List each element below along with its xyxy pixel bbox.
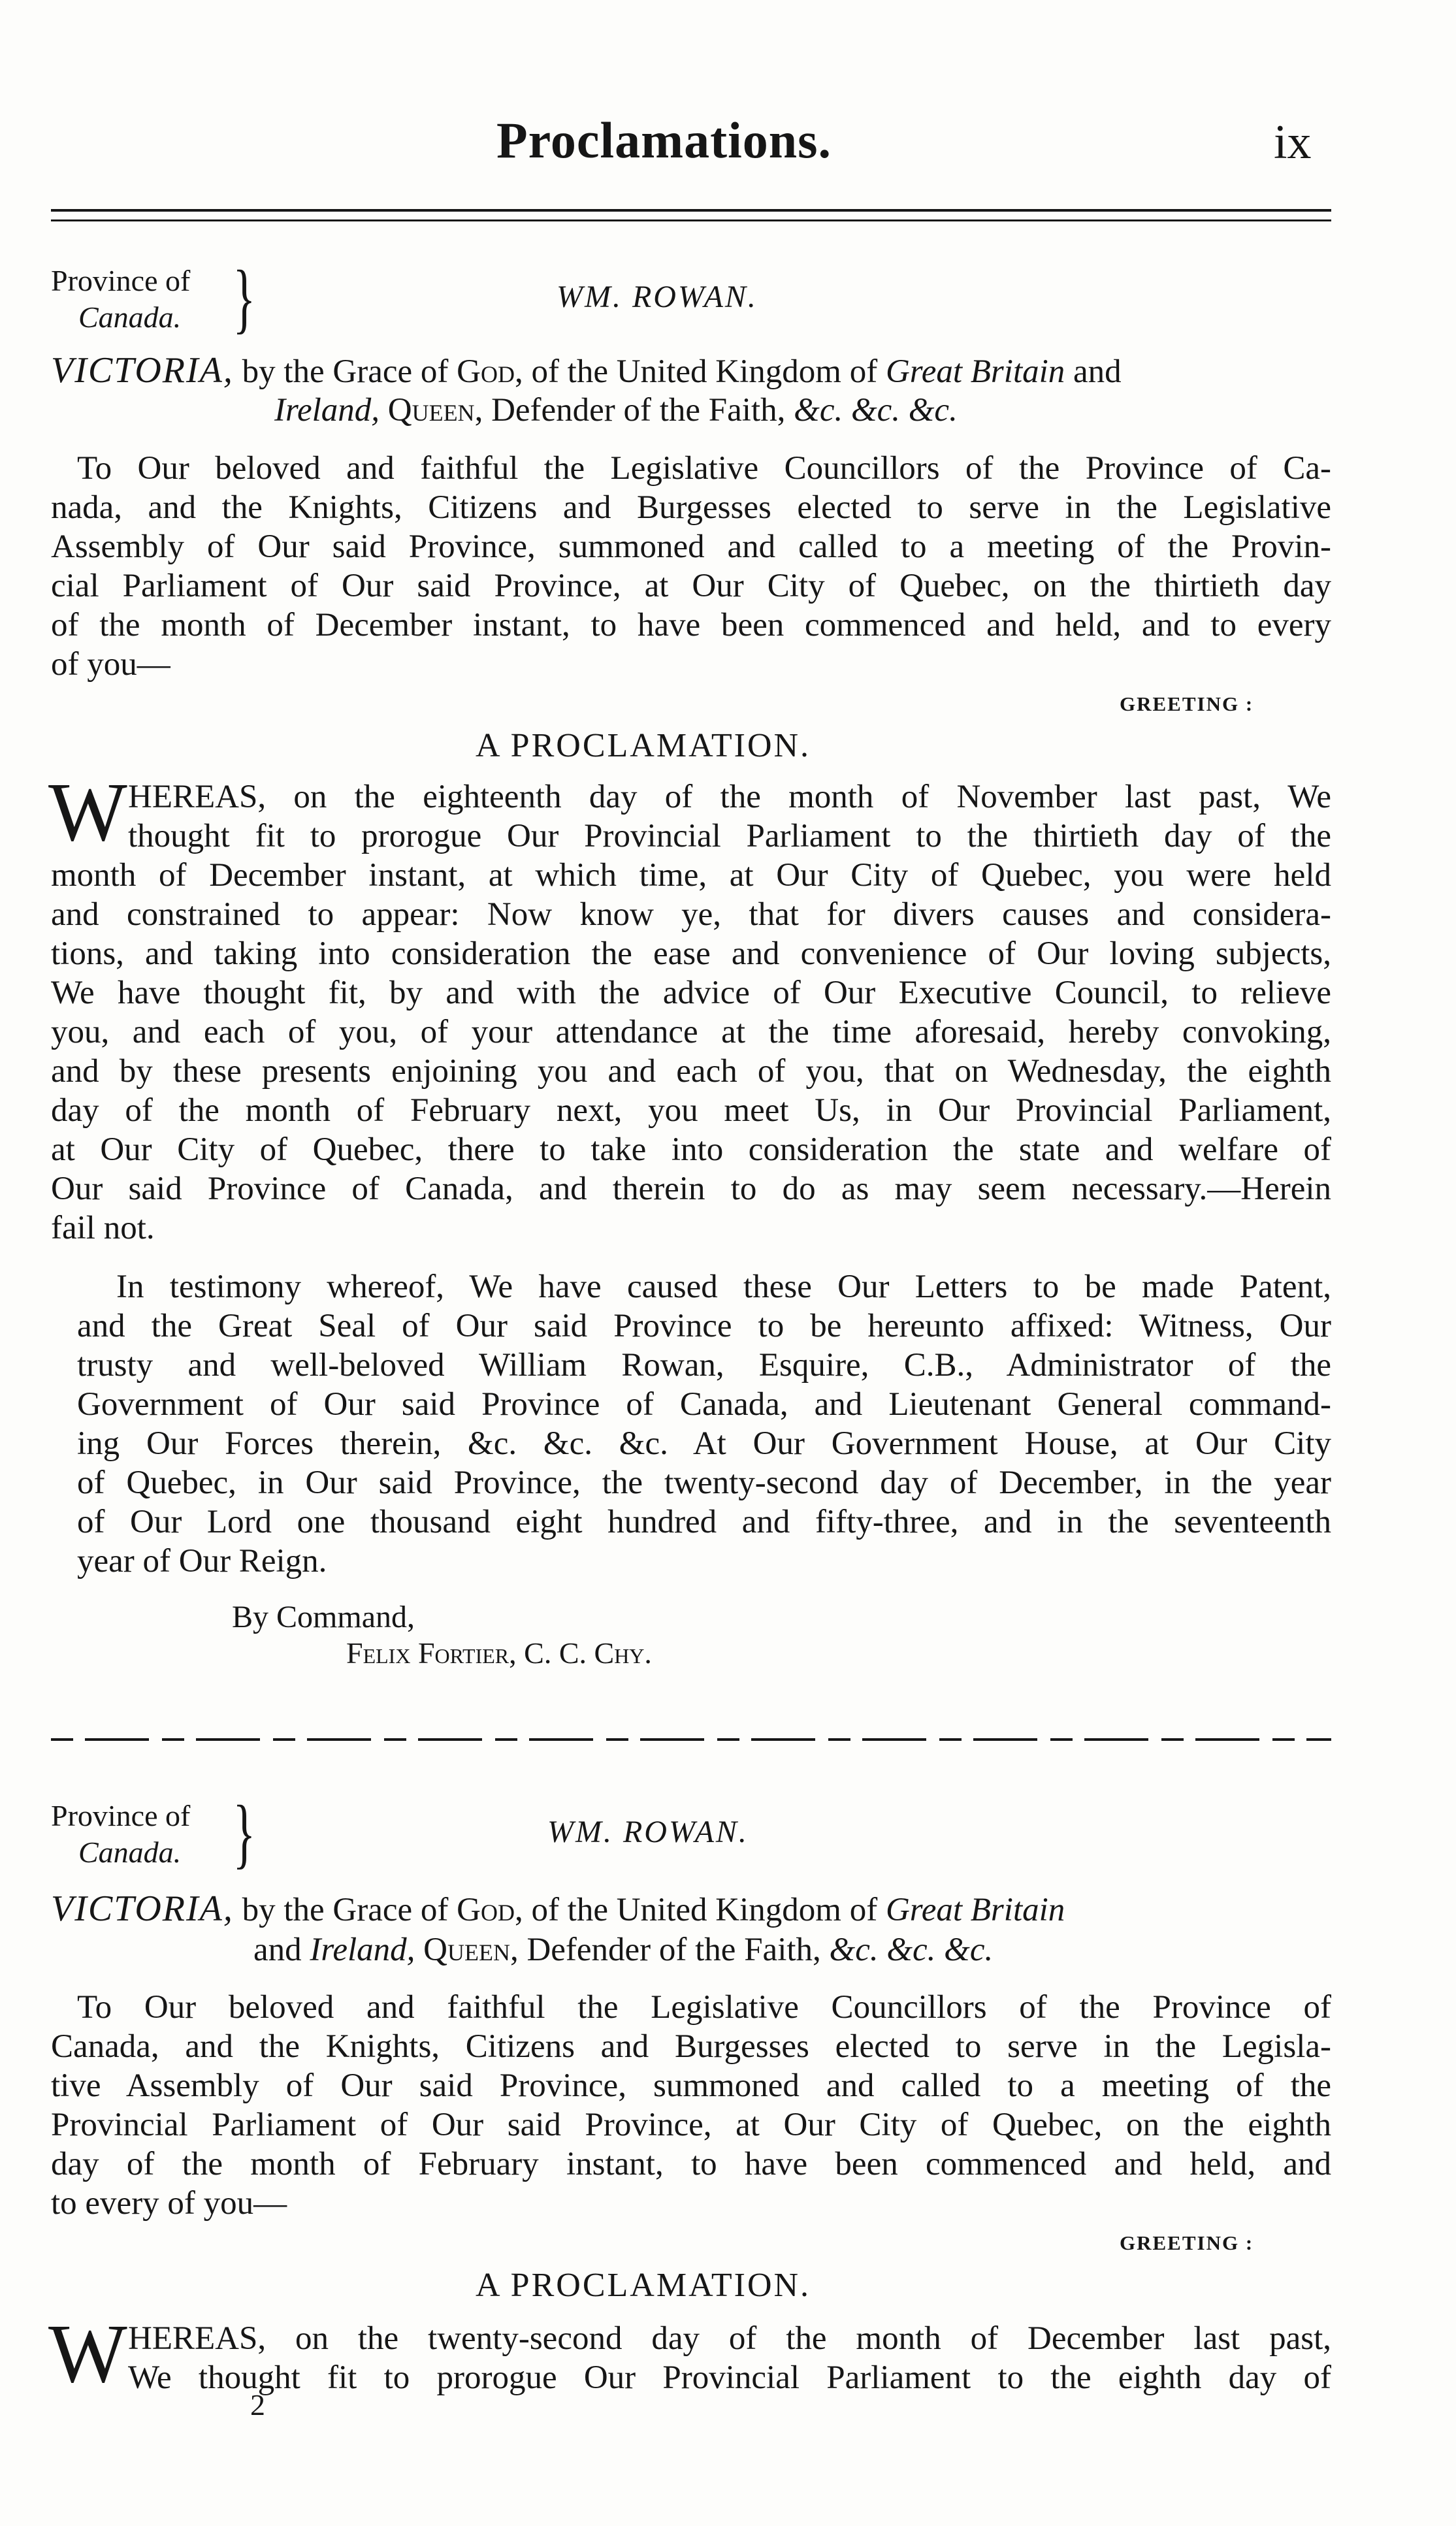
running-head-title: Proclamations.	[496, 112, 832, 169]
greeting: GREETING :	[1120, 2231, 1254, 2254]
province-line-1: Province of	[51, 264, 191, 297]
testimony-line: Government of Our said Province of Canada, and Lieutenant General command-	[77, 1386, 1331, 1423]
testimony-paragraph	[77, 1267, 1331, 1581]
testimony-line: and the Great Seal of Our said Province to be hereunto affixed: Witness, Our	[77, 1308, 1331, 1344]
body-line: and constrained to appear: Now know ye, that for divers causes and considera-	[51, 896, 1331, 933]
province-label	[51, 263, 190, 336]
section-divider	[51, 1738, 1331, 1741]
address-line: of you—	[51, 646, 170, 683]
proclamation-body	[51, 777, 1331, 1248]
body-line: month of December instant, at which time, at Our City of Quebec, you were held	[51, 857, 1331, 894]
victoria-line-2: Ireland, Queen, Defender of the Faith, &c. &c. &c.	[274, 392, 958, 429]
address-line: To Our beloved and faithful the Legislative Councillors of the Province of	[77, 1989, 1331, 2026]
signature: Felix Fortier, C. C. Chy.	[346, 1636, 652, 1670]
address-line: Assembly of Our said Province, summoned and called to a meeting of the Provin-	[51, 528, 1331, 565]
testimony-line: ing Our Forces therein, &c. &c. &c. At Our Government House, at Our City	[77, 1425, 1331, 1462]
address-line: of the month of December instant, to have been commenced and held, and to every	[51, 607, 1331, 643]
testimony-line: of Our Lord one thousand eight hundred and fifty-three, and in the seventeenth	[77, 1504, 1331, 1540]
body-line: Our said Province of Canada, and therein to do as may seem necessary.—Herein	[51, 1171, 1331, 1207]
drop-cap: W	[48, 766, 127, 858]
address-line: Provincial Parliament of Our said Province, at Our City of Quebec, on the eighth	[51, 2107, 1331, 2143]
body-line: thought fit to prorogue Our Provincial Parliament to the thirtieth day of the	[128, 818, 1331, 854]
signature-mark: 2	[250, 2388, 265, 2421]
drop-cap: W	[48, 2307, 127, 2400]
body-line: at Our City of Quebec, there to take into consideration the state and welfare of	[51, 1131, 1331, 1168]
testimony-line: trusty and well-beloved William Rowan, Esquire, C.B., Administrator of the	[77, 1347, 1331, 1384]
province-line-2: Canada.	[78, 300, 182, 334]
victoria-line-1: VICTORIA, by the Grace of God, of the United Kingdom of Great Britain and	[51, 350, 1122, 391]
address-line: tive Assembly of Our said Province, summoned and called to a meeting of the	[51, 2067, 1331, 2104]
body-line: you, and each of you, of your attendance at the time aforesaid, hereby convoking,	[51, 1014, 1331, 1050]
brace-icon: }	[233, 1789, 256, 1876]
victoria-line-2: and Ireland, Queen, Defender of the Faith, &c. &c. &c.	[253, 1932, 994, 1968]
address-line: nada, and the Knights, Citizens and Burgesses elected to serve in the Legislative	[51, 489, 1331, 526]
header-rule-thin	[51, 219, 1331, 221]
proclamation-heading: A PROCLAMATION.	[476, 727, 811, 764]
address-line: To Our beloved and faithful the Legislative Councillors of the Province of Ca-	[77, 450, 1331, 487]
body-line: fail not.	[51, 1210, 155, 1246]
governor-name: WM. ROWAN.	[557, 280, 758, 314]
address-line: to every of you—	[51, 2185, 287, 2222]
body-line: and by these presents enjoining you and each of you, that on Wednesday, the eighth	[51, 1053, 1331, 1090]
address-line: Canada, and the Knights, Citizens and Burgesses elected to serve in the Legisla-	[51, 2028, 1331, 2065]
page-number: ix	[1274, 116, 1312, 169]
address-line: cial Parliament of Our said Province, at Our City of Quebec, on the thirtieth day	[51, 568, 1331, 604]
body-line: We have thought fit, by and with the advice of Our Executive Council, to relieve	[51, 975, 1331, 1011]
proclamation-heading: A PROCLAMATION.	[476, 2267, 811, 2304]
body-line: HEREAS, on the eighteenth day of the month of November last past, We	[128, 779, 1331, 815]
body-line: We thought fit to prorogue Our Provincial Parliament to the eighth day of	[128, 2359, 1331, 2396]
by-command: By Command,	[232, 1600, 415, 1634]
address-paragraph	[51, 1988, 1331, 2223]
victoria-line-1: VICTORIA, by the Grace of God, of the United Kingdom of Great Britain	[51, 1888, 1065, 1929]
governor-name: WM. ROWAN.	[547, 1815, 749, 1849]
brace-icon: }	[233, 254, 256, 341]
body-line: tions, and taking into consideration the ease and convenience of Our loving subjects,	[51, 935, 1331, 972]
body-line: HEREAS, on the twenty-second day of the month of December last past,	[128, 2320, 1331, 2357]
header-rule	[51, 209, 1331, 212]
proclamation-body	[51, 2319, 1331, 2397]
province-line-1: Province of	[51, 1799, 191, 1832]
province-label	[51, 1798, 190, 1871]
address-line: day of the month of February instant, to have been commenced and held, and	[51, 2146, 1331, 2182]
testimony-line: In testimony whereof, We have caused these Our Letters to be made Patent,	[116, 1269, 1331, 1305]
greeting: GREETING :	[1120, 692, 1254, 715]
province-line-2: Canada.	[78, 1836, 182, 1869]
address-paragraph	[51, 449, 1331, 684]
body-line: day of the month of February next, you meet Us, in Our Provincial Parliament,	[51, 1092, 1331, 1129]
testimony-line: year of Our Reign.	[77, 1543, 327, 1579]
testimony-line: of Quebec, in Our said Province, the twenty-second day of December, in the year	[77, 1465, 1331, 1501]
